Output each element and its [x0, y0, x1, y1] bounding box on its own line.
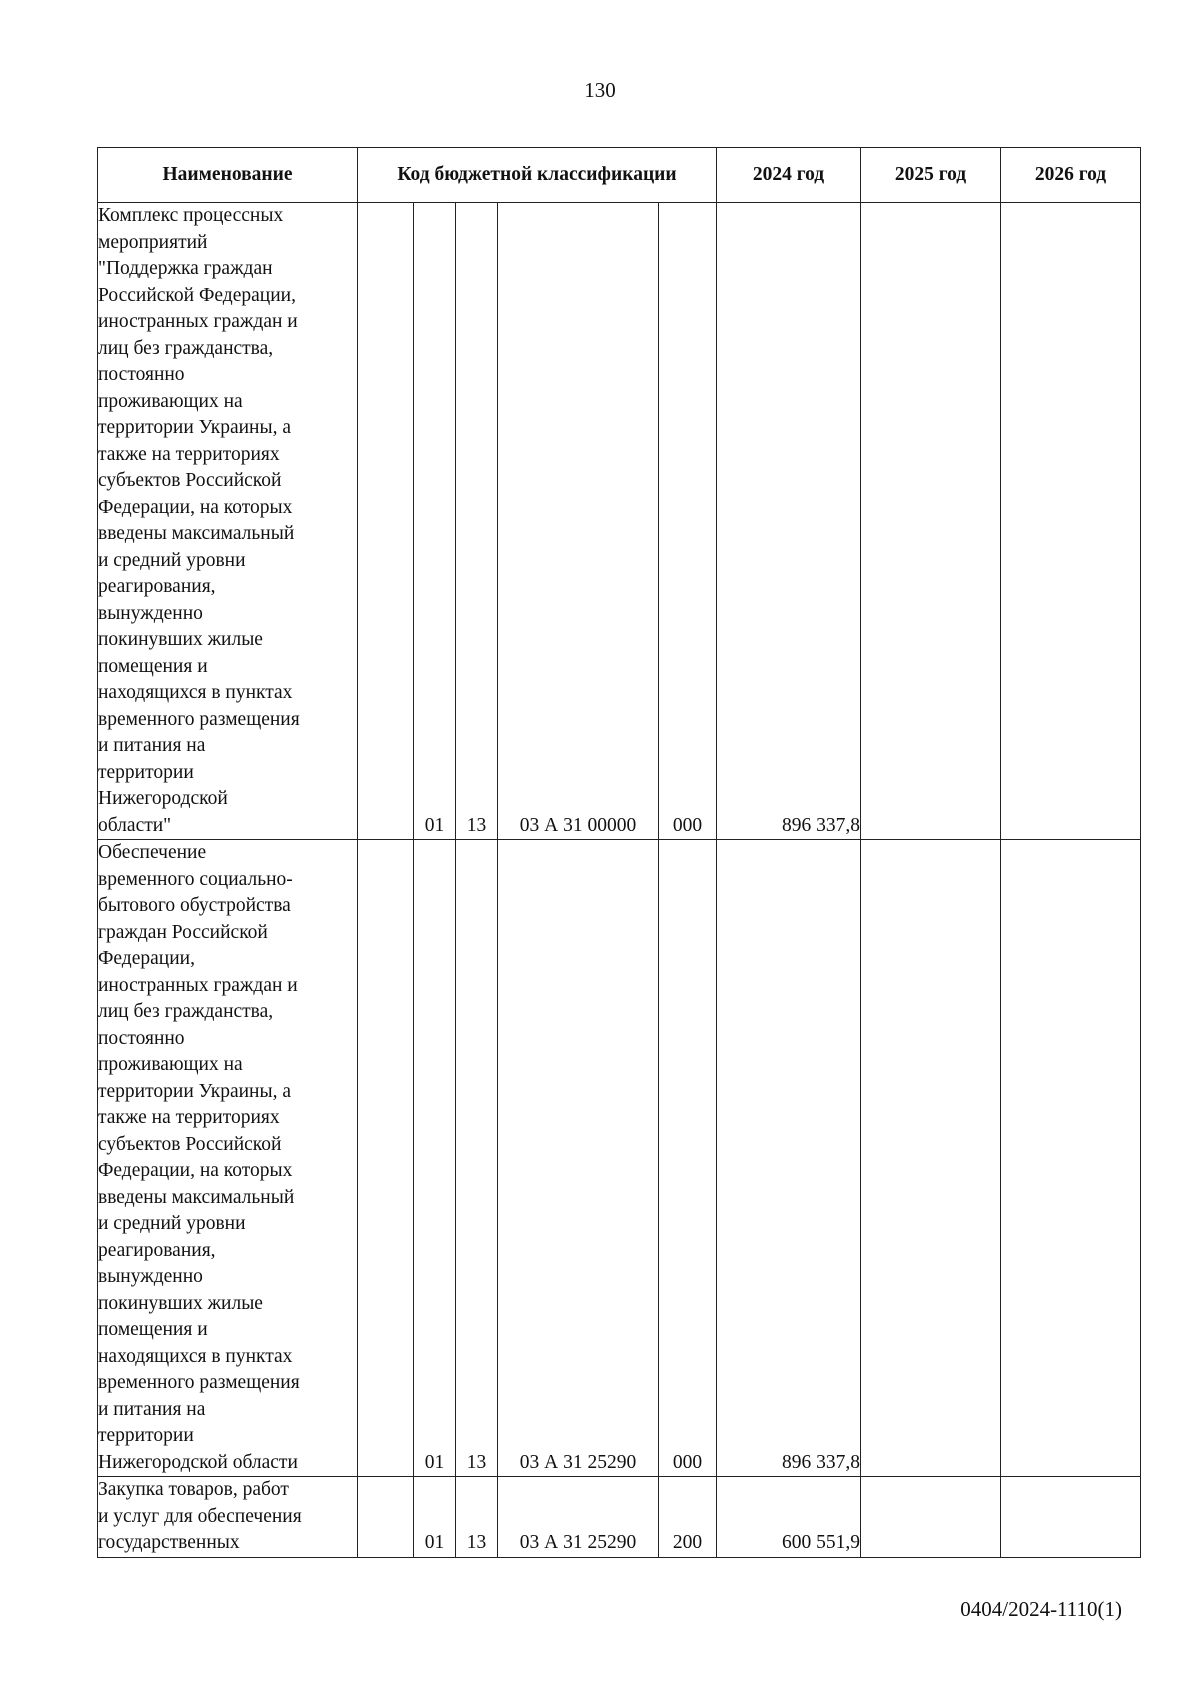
row-name-line: находящихся в пунктах	[98, 1345, 293, 1367]
row-name-line: лиц без гражданства,	[98, 1001, 274, 1022]
row-name-line: иностранных граждан и	[98, 974, 298, 996]
target-article-cell: 03 А 31 25290	[498, 1477, 659, 1558]
subsection-code-cell: 13	[456, 840, 498, 1477]
row-name-line: и питания на	[98, 735, 206, 756]
table-row	[98, 203, 1141, 840]
expense-type-cell: 000	[659, 840, 717, 1477]
header-2026: 2026 год	[1001, 148, 1141, 203]
row-name-line: покинувших жилые	[98, 1292, 263, 1314]
header-name: Наименование	[98, 148, 358, 203]
row-name-line: временного размещения	[98, 1372, 300, 1393]
row-name-line: граждан Российской	[98, 921, 268, 943]
row-name-line: государственных	[98, 1532, 240, 1553]
row-name-line: и средний уровни	[98, 549, 246, 571]
row-name-line: и питания на	[98, 1398, 206, 1420]
row-name-cell	[98, 203, 358, 840]
row-name-line: проживающих на	[98, 1054, 243, 1075]
header-2025: 2025 год	[861, 148, 1001, 203]
expense-type-cell: 200	[659, 1477, 717, 1558]
row-name-line: лиц без гражданства,	[98, 337, 274, 359]
row-name-line: также на территориях	[98, 1107, 280, 1128]
row-name-line: бытового обустройства	[98, 895, 291, 916]
row-name-line: находящихся в пунктах	[98, 682, 293, 703]
amount-2026-cell	[1001, 1477, 1141, 1558]
row-name-line: территории Украины, а	[98, 417, 291, 438]
header-budget-code: Код бюджетной классификации	[358, 148, 717, 203]
expense-type-cell: 000	[659, 203, 717, 840]
code-blank-cell	[358, 840, 414, 1477]
row-name-line: реагирования,	[98, 576, 216, 597]
subsection-code-cell: 13	[456, 1477, 498, 1558]
row-name-line: постоянно	[98, 364, 185, 385]
row-name-cell	[98, 840, 358, 1477]
row-name-line: и средний уровни	[98, 1213, 246, 1234]
amount-2024-cell: 600 551,9	[717, 1477, 861, 1558]
row-name-line: постоянно	[98, 1027, 185, 1049]
row-name-line: временного социально-	[98, 868, 293, 890]
page-number: 130	[584, 78, 616, 102]
header-2024: 2024 год	[717, 148, 861, 203]
amount-2024-cell: 896 337,8	[717, 840, 861, 1477]
table-row	[98, 840, 1141, 1477]
row-name-line: реагирования,	[98, 1239, 216, 1261]
row-name-line: Закупка товаров, работ	[98, 1479, 289, 1500]
row-name-line: Федерации,	[98, 948, 195, 969]
row-name-line: введены максимальный	[98, 523, 295, 544]
amount-2025-cell	[861, 840, 1001, 1477]
row-name-line: Российской Федерации,	[98, 284, 296, 306]
amount-2024-cell: 896 337,8	[717, 203, 861, 840]
row-name-line: субъектов Российской	[98, 470, 282, 491]
row-name-line: Комплекс процессных	[98, 205, 284, 226]
row-name-line: территории	[98, 1425, 194, 1446]
row-name-cell	[98, 1477, 358, 1558]
row-name-line: территории	[98, 761, 194, 783]
row-name-line: области"	[98, 814, 172, 836]
section-code-cell: 01	[414, 203, 456, 840]
row-name-line: проживающих на	[98, 390, 243, 412]
table-row	[98, 1477, 1141, 1558]
table-header-row	[98, 148, 1141, 203]
document-code: 0404/2024-1110(1)	[960, 1597, 1122, 1621]
row-name-line: "Поддержка граждан	[98, 258, 273, 279]
subsection-code-cell: 13	[456, 203, 498, 840]
row-name-line: мероприятий	[98, 231, 208, 253]
row-name-line: покинувших жилые	[98, 629, 263, 650]
row-name-line: Федерации, на которых	[98, 496, 293, 518]
section-code-cell: 01	[414, 1477, 456, 1558]
amount-2026-cell	[1001, 840, 1141, 1477]
code-blank-cell	[358, 1477, 414, 1558]
budget-table	[97, 147, 1141, 1558]
amount-2025-cell	[861, 203, 1001, 840]
row-name-line: Нижегородской области	[98, 1451, 298, 1473]
amount-2025-cell	[861, 1477, 1001, 1558]
table-body	[98, 203, 1141, 1558]
amount-2026-cell	[1001, 203, 1141, 840]
row-name-line: Федерации, на которых	[98, 1160, 293, 1181]
row-name-line: Обеспечение	[98, 842, 207, 863]
row-name-line: субъектов Российской	[98, 1133, 282, 1155]
row-name-line: также на территориях	[98, 443, 280, 465]
row-name-line: помещения и	[98, 655, 208, 677]
code-blank-cell	[358, 203, 414, 840]
target-article-cell: 03 А 31 25290	[498, 840, 659, 1477]
row-name-line: Нижегородской	[98, 788, 228, 809]
row-name-line: вынужденно	[98, 1266, 203, 1287]
row-name-line: территории Украины, а	[98, 1080, 291, 1102]
row-name-line: помещения и	[98, 1319, 208, 1340]
row-name-line: временного размещения	[98, 708, 300, 730]
row-name-line: вынужденно	[98, 602, 203, 624]
row-name-line: иностранных граждан и	[98, 311, 298, 332]
row-name-line: введены максимальный	[98, 1186, 295, 1208]
target-article-cell: 03 А 31 00000	[498, 203, 659, 840]
section-code-cell: 01	[414, 840, 456, 1477]
row-name-line: и услуг для обеспечения	[98, 1505, 302, 1527]
